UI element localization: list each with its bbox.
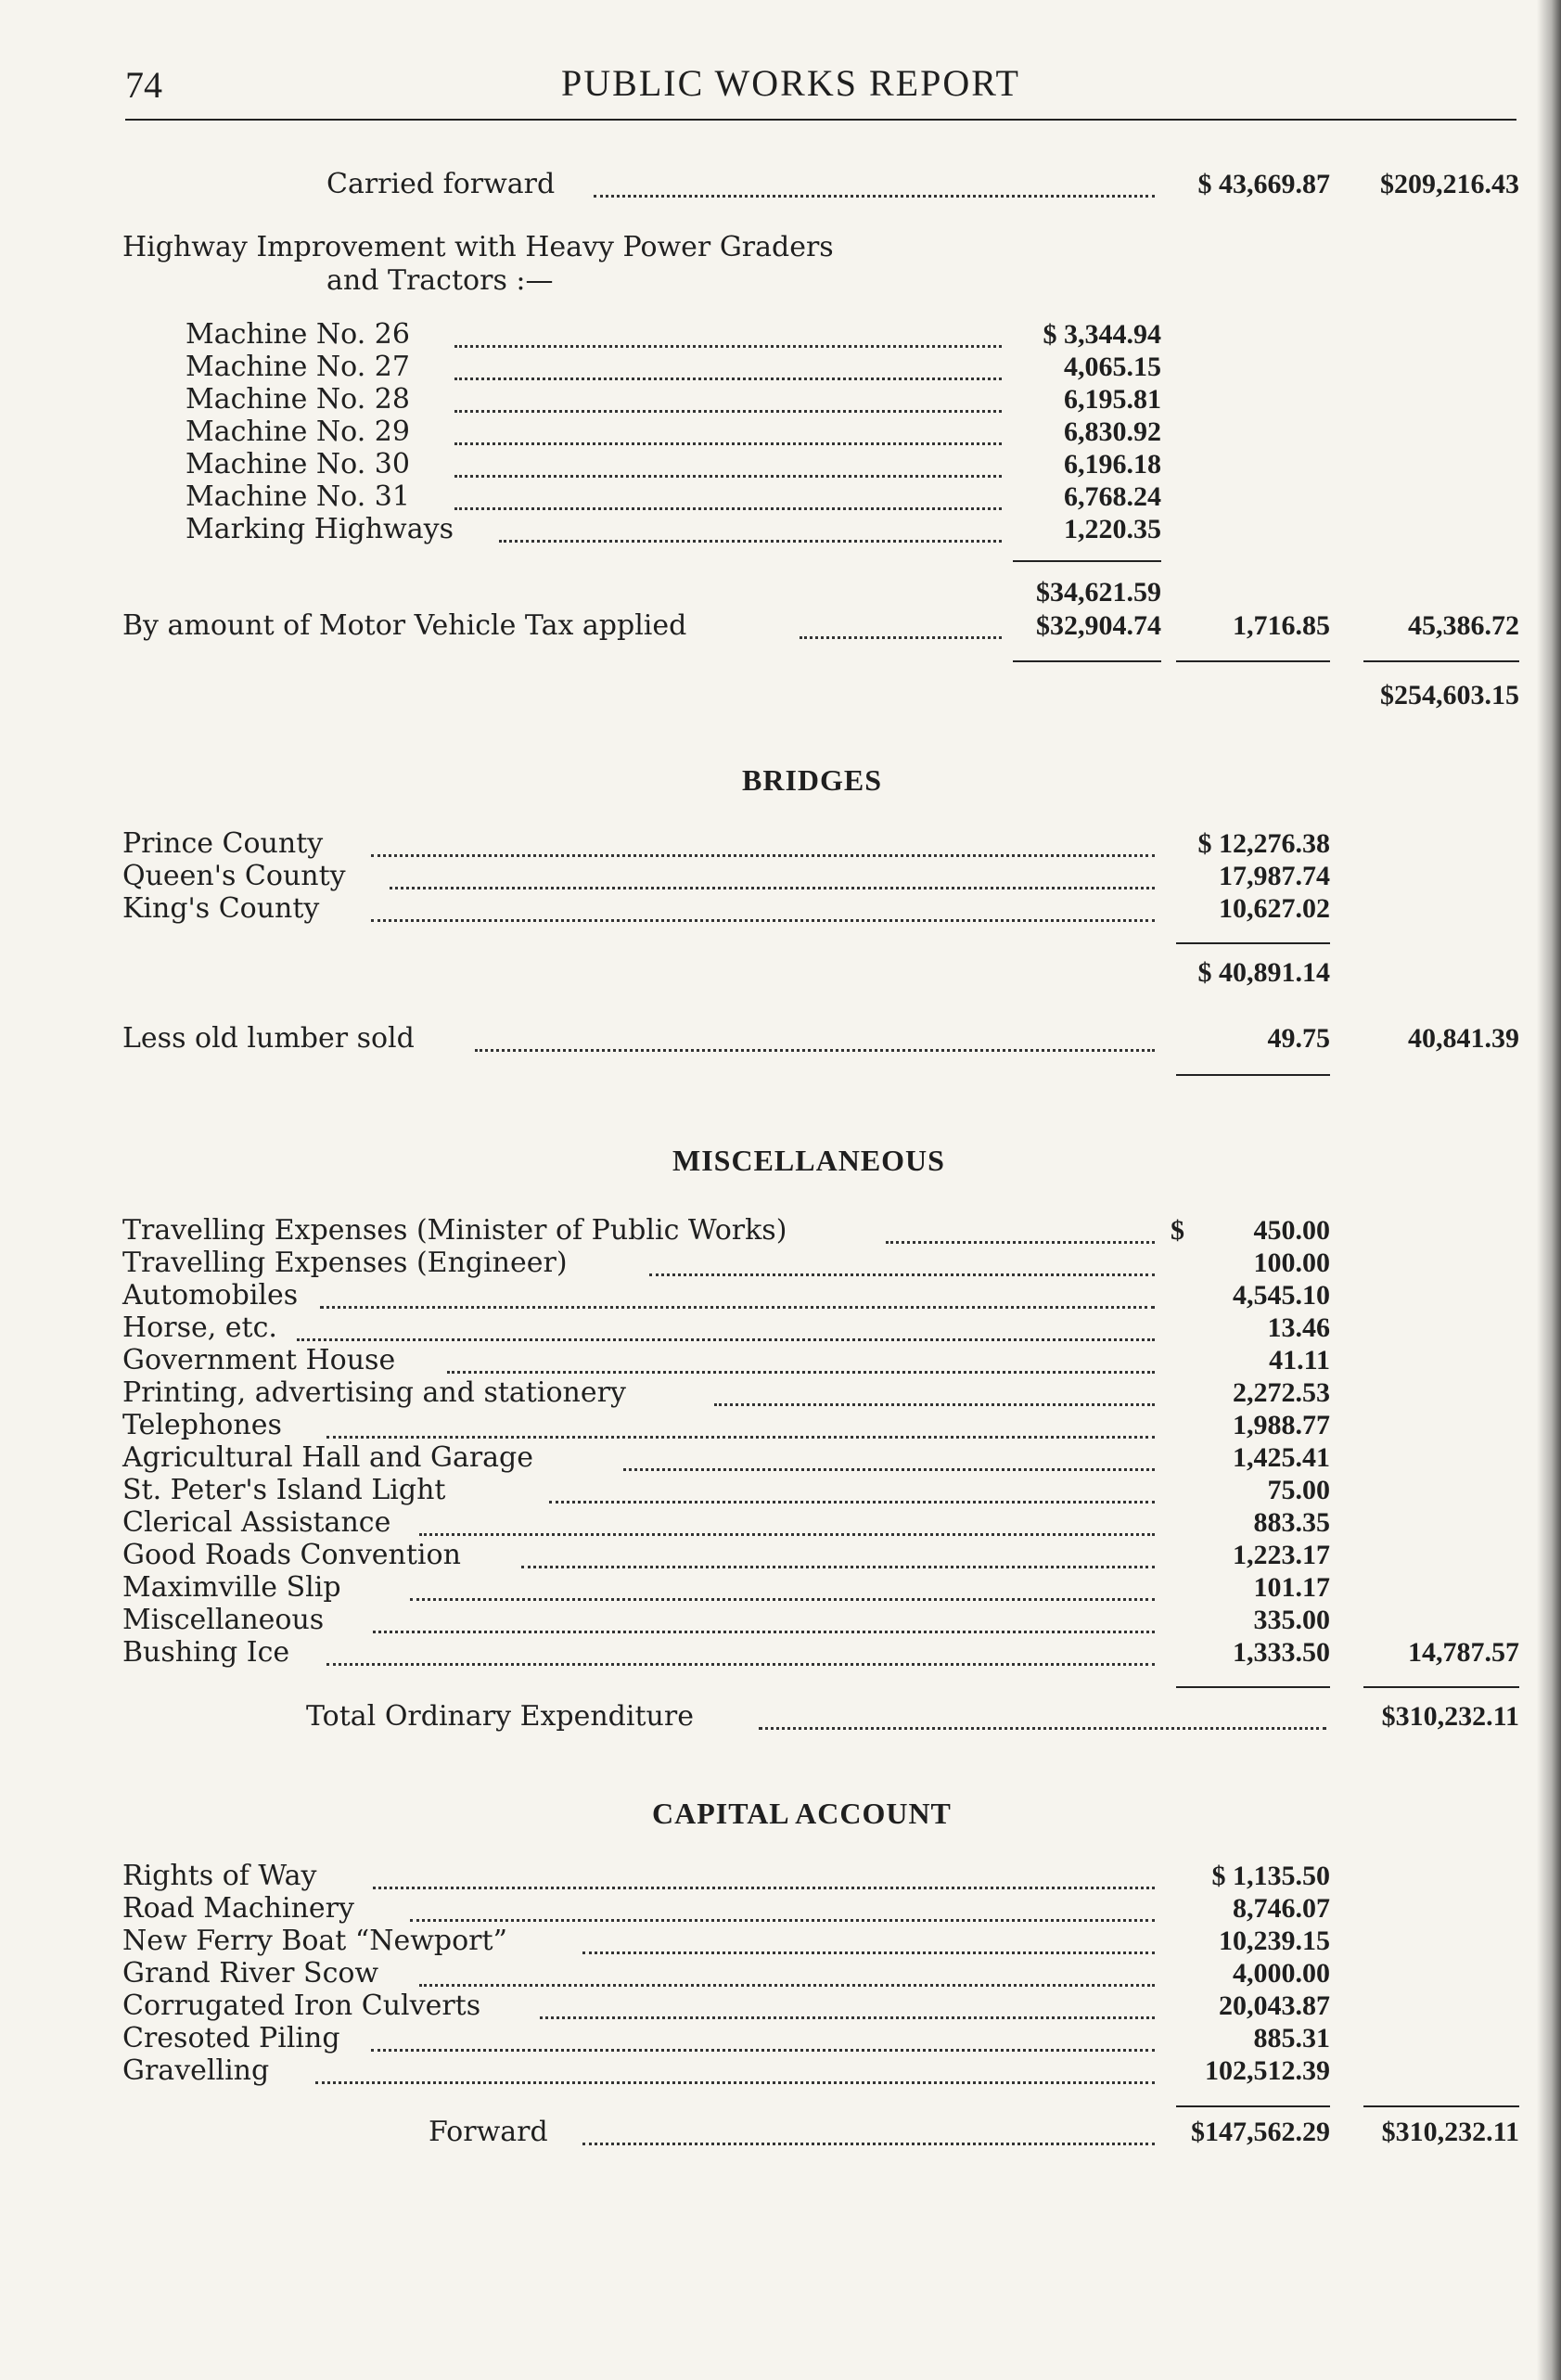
leader-dots	[373, 1627, 1155, 1633]
capital-item-amount: 20,043.87	[1219, 1990, 1330, 2021]
bridges-item-label: Prince County	[122, 827, 324, 860]
rule	[1363, 2105, 1519, 2107]
highway-net: 1,716.85	[1233, 610, 1330, 641]
leader-dots	[800, 633, 1002, 639]
capital-item-amount: $ 1,135.50	[1211, 1861, 1330, 1891]
misc-item-amount: 101.17	[1253, 1572, 1330, 1603]
highway-item-label: Machine No. 29	[186, 416, 410, 448]
misc-item-amount: 1,333.50	[1233, 1637, 1330, 1668]
highway-heading-line2: and Tractors :—	[326, 264, 554, 297]
capital-item-label: New Ferry Boat “Newport”	[122, 1925, 507, 1957]
highway-item-label: Machine No. 31	[186, 480, 410, 513]
leader-dots	[594, 191, 1155, 198]
rule	[1013, 660, 1161, 662]
leader-dots	[623, 1465, 1155, 1471]
bridges-item-amount: 17,987.74	[1219, 861, 1330, 891]
highway-item-label: Marking Highways	[186, 513, 454, 545]
leader-dots	[326, 1432, 1155, 1439]
leader-dots	[454, 374, 1002, 380]
misc-item-amount: 41.11	[1269, 1345, 1330, 1376]
capital-item-amount: 885.31	[1253, 2023, 1330, 2054]
misc-heading: MISCELLANEOUS	[672, 1144, 945, 1177]
capital-item-label: Gravelling	[122, 2054, 270, 2087]
leader-dots	[454, 439, 1002, 445]
leader-dots	[714, 1400, 1155, 1406]
leader-dots	[582, 2139, 1155, 2145]
misc-item-amount: 335.00	[1253, 1605, 1330, 1635]
misc-item-label: Clerical Assistance	[122, 1506, 391, 1539]
capital-item-amount: 8,746.07	[1233, 1893, 1330, 1924]
bridges-item-label: Queen's County	[122, 860, 346, 892]
capital-heading: CAPITAL ACCOUNT	[652, 1797, 952, 1830]
leader-dots	[454, 341, 1002, 348]
capital-item-label: Grand River Scow	[122, 1957, 379, 1990]
capital-item-amount: 10,239.15	[1219, 1926, 1330, 1956]
bridges-subtotal: $ 40,891.14	[1197, 957, 1330, 988]
total-ordinary-label: Total Ordinary Expenditure	[306, 1700, 694, 1733]
misc-item-amount: 4,545.10	[1233, 1280, 1330, 1311]
leader-dots	[373, 1883, 1155, 1889]
tax-label: By amount of Motor Vehicle Tax applied	[122, 609, 687, 642]
page-edge-shadow	[1537, 0, 1561, 2380]
total-ordinary-amount: $310,232.11	[1381, 1701, 1519, 1732]
highway-item-amount: 6,195.81	[1064, 384, 1161, 415]
rule	[1176, 1686, 1330, 1688]
leader-dots	[419, 1529, 1155, 1536]
misc-item-amount: 883.35	[1253, 1507, 1330, 1538]
misc-item-amount: 2,272.53	[1233, 1377, 1330, 1408]
carried-forward-label: Carried forward	[326, 168, 556, 200]
capital-item-amount: 4,000.00	[1233, 1958, 1330, 1989]
misc-item-label: Travelling Expenses (Minister of Public Works)	[122, 1214, 787, 1247]
misc-item-label: Printing, advertising and stationery	[122, 1376, 626, 1409]
misc-item-amount: 450.00	[1253, 1215, 1330, 1246]
highway-item-amount: 6,196.18	[1064, 449, 1161, 480]
bridges-item-label: King's County	[122, 892, 320, 925]
leader-dots	[454, 471, 1002, 478]
misc-item-label: Good Roads Convention	[122, 1539, 461, 1571]
leader-dots	[410, 1915, 1155, 1922]
running-total: $254,603.15	[1380, 680, 1519, 710]
leader-dots	[886, 1237, 1155, 1244]
leader-dots	[454, 406, 1002, 413]
leader-dots	[371, 2045, 1155, 2052]
misc-item-amount: 1,425.41	[1233, 1442, 1330, 1473]
misc-item-label: Travelling Expenses (Engineer)	[122, 1247, 568, 1279]
misc-item-amount: 75.00	[1267, 1475, 1330, 1505]
highway-section-total: 45,386.72	[1408, 610, 1519, 641]
highway-item-amount: 6,830.92	[1064, 416, 1161, 447]
tax-amount: $32,904.74	[1036, 610, 1161, 641]
misc-total: 14,787.57	[1408, 1637, 1519, 1668]
subtotal-rule	[1176, 942, 1330, 944]
capital-item-label: Rights of Way	[122, 1860, 317, 1892]
leader-dots	[499, 536, 1002, 543]
leader-dots	[475, 1045, 1155, 1052]
rule	[1176, 660, 1330, 662]
misc-dollar-sign: $	[1171, 1215, 1184, 1246]
carried-forward-col3: $209,216.43	[1380, 169, 1519, 199]
leader-dots	[540, 2013, 1155, 2019]
misc-item-label: Automobiles	[122, 1279, 299, 1312]
leader-dots	[759, 1723, 1326, 1730]
rule	[1363, 660, 1519, 662]
less-lumber-label: Less old lumber sold	[122, 1022, 415, 1055]
highway-subtotal: $34,621.59	[1036, 577, 1161, 608]
highway-item-amount: 4,065.15	[1064, 352, 1161, 382]
forward-col3: $310,232.11	[1381, 2117, 1519, 2147]
leader-dots	[390, 883, 1155, 889]
bridges-item-amount: $ 12,276.38	[1197, 828, 1330, 859]
carried-forward-col2: $ 43,669.87	[1197, 169, 1330, 199]
misc-item-amount: 1,988.77	[1233, 1410, 1330, 1440]
rule	[1176, 2105, 1330, 2107]
misc-item-label: Maximville Slip	[122, 1571, 341, 1604]
leader-dots	[320, 1302, 1155, 1309]
highway-item-label: Machine No. 26	[186, 318, 410, 351]
bridges-total: 40,841.39	[1408, 1023, 1519, 1054]
misc-item-label: Agricultural Hall and Garage	[122, 1441, 534, 1474]
misc-item-label: Horse, etc.	[122, 1312, 277, 1344]
highway-item-label: Machine No. 30	[186, 448, 410, 480]
leader-dots	[582, 1948, 1155, 1954]
running-title: PUBLIC WORKS REPORT	[561, 62, 1020, 104]
rule	[1176, 1074, 1330, 1076]
leader-dots	[649, 1270, 1155, 1276]
header-rule	[125, 119, 1516, 121]
leader-dots	[521, 1562, 1155, 1568]
page-number: 74	[125, 64, 162, 106]
highway-item-amount: $ 3,344.94	[1043, 319, 1161, 350]
leader-dots	[326, 1659, 1155, 1666]
misc-item-amount: 13.46	[1267, 1312, 1330, 1343]
misc-item-label: Miscellaneous	[122, 1604, 325, 1636]
capital-item-label: Cresoted Piling	[122, 2022, 340, 2054]
misc-item-label: Telephones	[122, 1409, 282, 1441]
misc-item-label: St. Peter's Island Light	[122, 1474, 446, 1506]
bridges-item-amount: 10,627.02	[1219, 893, 1330, 924]
leader-dots	[315, 2078, 1155, 2084]
capital-item-label: Corrugated Iron Culverts	[122, 1990, 481, 2022]
subtotal-rule	[1013, 560, 1161, 562]
capital-item-label: Road Machinery	[122, 1892, 354, 1925]
leader-dots	[549, 1497, 1155, 1503]
leader-dots	[454, 504, 1002, 510]
leader-dots	[410, 1594, 1155, 1601]
forward-label: Forward	[429, 2116, 548, 2148]
highway-heading-line1: Highway Improvement with Heavy Power Graders	[122, 231, 834, 263]
leader-dots	[419, 1980, 1155, 1987]
misc-item-amount: 1,223.17	[1233, 1540, 1330, 1570]
rule	[1363, 1686, 1519, 1688]
less-lumber-amount: 49.75	[1267, 1023, 1330, 1054]
misc-item-label: Bushing Ice	[122, 1636, 290, 1669]
capital-item-amount: 102,512.39	[1205, 2055, 1330, 2086]
forward-col2: $147,562.29	[1191, 2117, 1330, 2147]
leader-dots	[371, 851, 1155, 857]
leader-dots	[371, 915, 1155, 922]
misc-item-amount: 100.00	[1253, 1248, 1330, 1278]
highway-item-label: Machine No. 27	[186, 351, 410, 383]
leader-dots	[297, 1335, 1155, 1341]
bridges-heading: BRIDGES	[742, 763, 883, 797]
highway-item-amount: 1,220.35	[1064, 514, 1161, 544]
misc-item-label: Government House	[122, 1344, 396, 1376]
highway-item-label: Machine No. 28	[186, 383, 410, 416]
highway-item-amount: 6,768.24	[1064, 481, 1161, 512]
leader-dots	[447, 1367, 1155, 1374]
